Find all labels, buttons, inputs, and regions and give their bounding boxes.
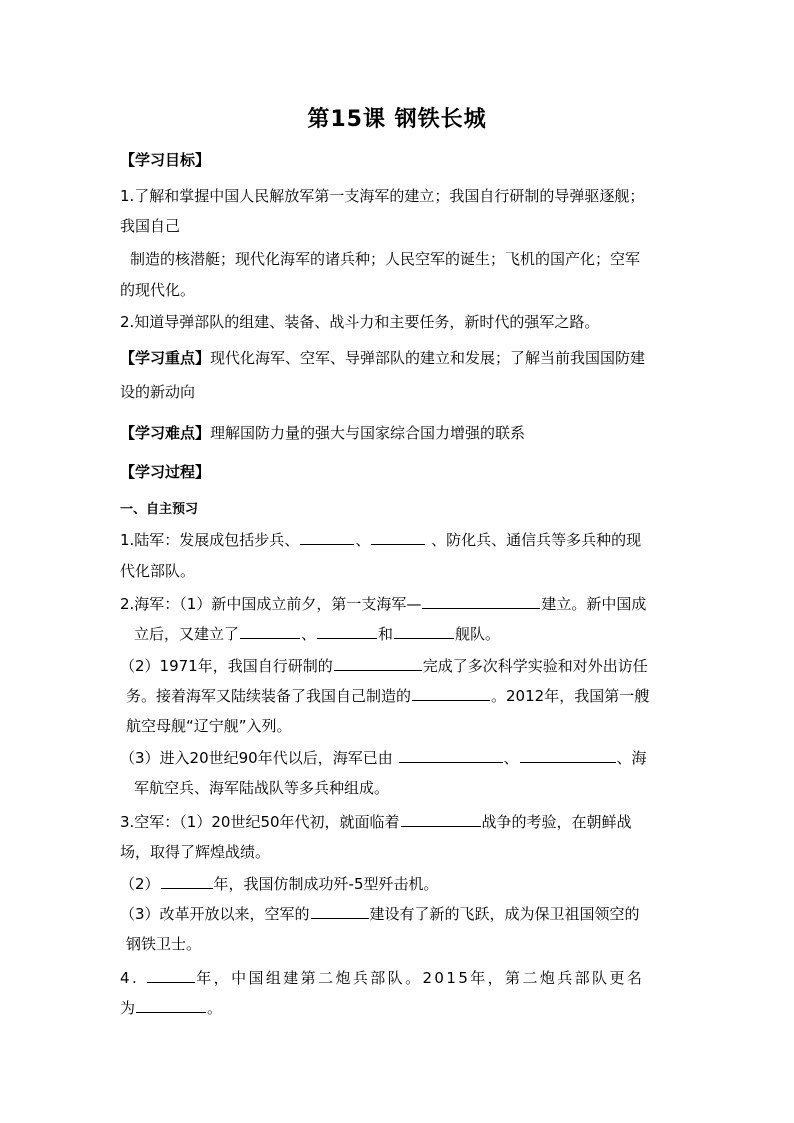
question-4-line-b	[120, 998, 222, 1018]
q3-text-a: 3.空军：（1）20世纪50年代初，就面临着	[120, 813, 400, 831]
question-2-3-line-a	[120, 748, 647, 768]
q2-3-text-b: 、海	[616, 749, 647, 767]
q2-text-a: 2.海军：（1）新中国成立前夕，第一支海军—	[120, 595, 422, 613]
question-2-2-line-b	[126, 686, 649, 706]
key-points	[120, 348, 645, 368]
q4-blank-1[interactable]	[147, 968, 195, 983]
q1-text-b: 、防化兵、通信兵等多兵种的现	[426, 531, 642, 549]
key-points-text-a: 现代化海军、空军、导弹部队的建立和发展；了解当前我国国防建	[210, 349, 646, 367]
q2-and: 和	[378, 625, 394, 643]
question-2-line-b	[134, 624, 500, 644]
q2-3-sep: 、	[503, 749, 519, 767]
q2-2-text-b: 完成了多次科学实验和对外出访任	[422, 657, 648, 675]
q2-3-blank-2[interactable]	[520, 748, 616, 763]
q1-text-a: 1.陆军：发展成包括步兵、	[120, 531, 300, 549]
objective-1-line-c: 制造的核潜艇；现代化海军的诸兵种；人民空军的诞生；飞机的国产化；空军	[130, 250, 641, 268]
q2-3-text-a: （3）进入20世纪90年代以后，海军已由	[120, 749, 398, 767]
key-points-heading: 【学习重点】	[120, 349, 211, 367]
q2-text-c: 立后，又建立了	[134, 625, 240, 643]
section-self-study: 一、自主预习	[120, 502, 199, 517]
q3-text-b: 战争的考验，在朝鲜战	[481, 813, 632, 831]
q3-2-text-a: （2）	[120, 875, 160, 893]
question-3-line-a	[120, 812, 632, 832]
question-4-line-a	[120, 968, 644, 988]
q3-blank-1[interactable]	[401, 812, 481, 827]
q4-text-c: 为	[120, 999, 136, 1017]
q2-blank-4[interactable]	[394, 624, 454, 639]
q2-blank-1[interactable]	[422, 594, 540, 609]
q2-2-text-a: （2）1971年，我国自行研制的	[120, 657, 333, 675]
objective-1-line-b: 我国自己	[120, 217, 181, 235]
difficulty	[120, 423, 525, 443]
q2-text-d: 舰队。	[455, 625, 501, 643]
q4-text-b: 年，中国组建第二炮兵部队。2015年，第二炮兵部队更名	[196, 969, 645, 987]
key-points-text-b: 设的新动向	[120, 383, 196, 401]
q2-sep: 、	[301, 625, 317, 643]
q2-2-blank-2[interactable]	[412, 686, 490, 701]
q1-blank-2[interactable]	[371, 530, 425, 545]
difficulty-text: 理解国防力量的强大与国家综合国力增强的联系	[210, 424, 526, 442]
q4-text-a: 4.	[120, 969, 147, 987]
q2-2-text-c: 务。接着海军又陆续装备了我国自己制造的	[126, 687, 412, 705]
objective-1-line-d: 的现代化。	[120, 281, 196, 299]
q3-2-blank[interactable]	[161, 874, 213, 889]
q1-sep: 、	[355, 531, 371, 549]
q2-blank-3[interactable]	[317, 624, 377, 639]
q3-3-text-b: 建设有了新的飞跃，成为保卫祖国领空的	[369, 905, 640, 923]
q2-blank-2[interactable]	[240, 624, 300, 639]
question-2-2-line-c: 航空母舰“辽宁舰”入列。	[126, 717, 292, 735]
q2-2-text-d: 。2012年，我国第一艘	[491, 687, 650, 705]
objectives-heading: 【学习目标】	[120, 151, 211, 169]
q2-2-blank-1[interactable]	[334, 656, 422, 671]
question-3-3-line-b: 钢铁卫士。	[126, 935, 202, 953]
q3-3-blank[interactable]	[311, 904, 369, 919]
process-heading: 【学习过程】	[120, 463, 211, 481]
q4-text-d: 。	[207, 999, 223, 1017]
q1-blank-1[interactable]	[300, 530, 354, 545]
q3-3-text-a: （3）改革开放以来，空军的	[120, 905, 310, 923]
question-2-3-line-b: 军航空兵、海军陆战队等多兵种组成。	[134, 779, 390, 797]
question-3-3-line-a	[120, 904, 640, 924]
q4-blank-2[interactable]	[136, 998, 206, 1013]
question-2-2-line-a	[120, 656, 648, 676]
q2-3-blank-1[interactable]	[399, 748, 503, 763]
question-3-line-b: 场，取得了辉煌战绩。	[120, 843, 271, 861]
page-title: 第15课 钢铁长城	[307, 107, 487, 132]
objective-1-line-a: 1.了解和掌握中国人民解放军第一支海军的建立；我国自行研制的导弹驱逐舰；	[120, 187, 645, 205]
difficulty-heading: 【学习难点】	[120, 424, 211, 442]
question-3-2	[120, 874, 439, 894]
q2-text-b: 建立。新中国成	[541, 595, 647, 613]
question-2-line-a	[120, 594, 646, 614]
question-1-line-b: 代化部队。	[120, 562, 196, 580]
q3-2-text-b: 年，我国仿制成功歼-5型歼击机。	[213, 875, 439, 893]
question-1-line-a	[120, 530, 641, 550]
objective-2: 2.知道导弹部队的组建、装备、战斗力和主要任务，新时代的强军之路。	[120, 313, 600, 331]
